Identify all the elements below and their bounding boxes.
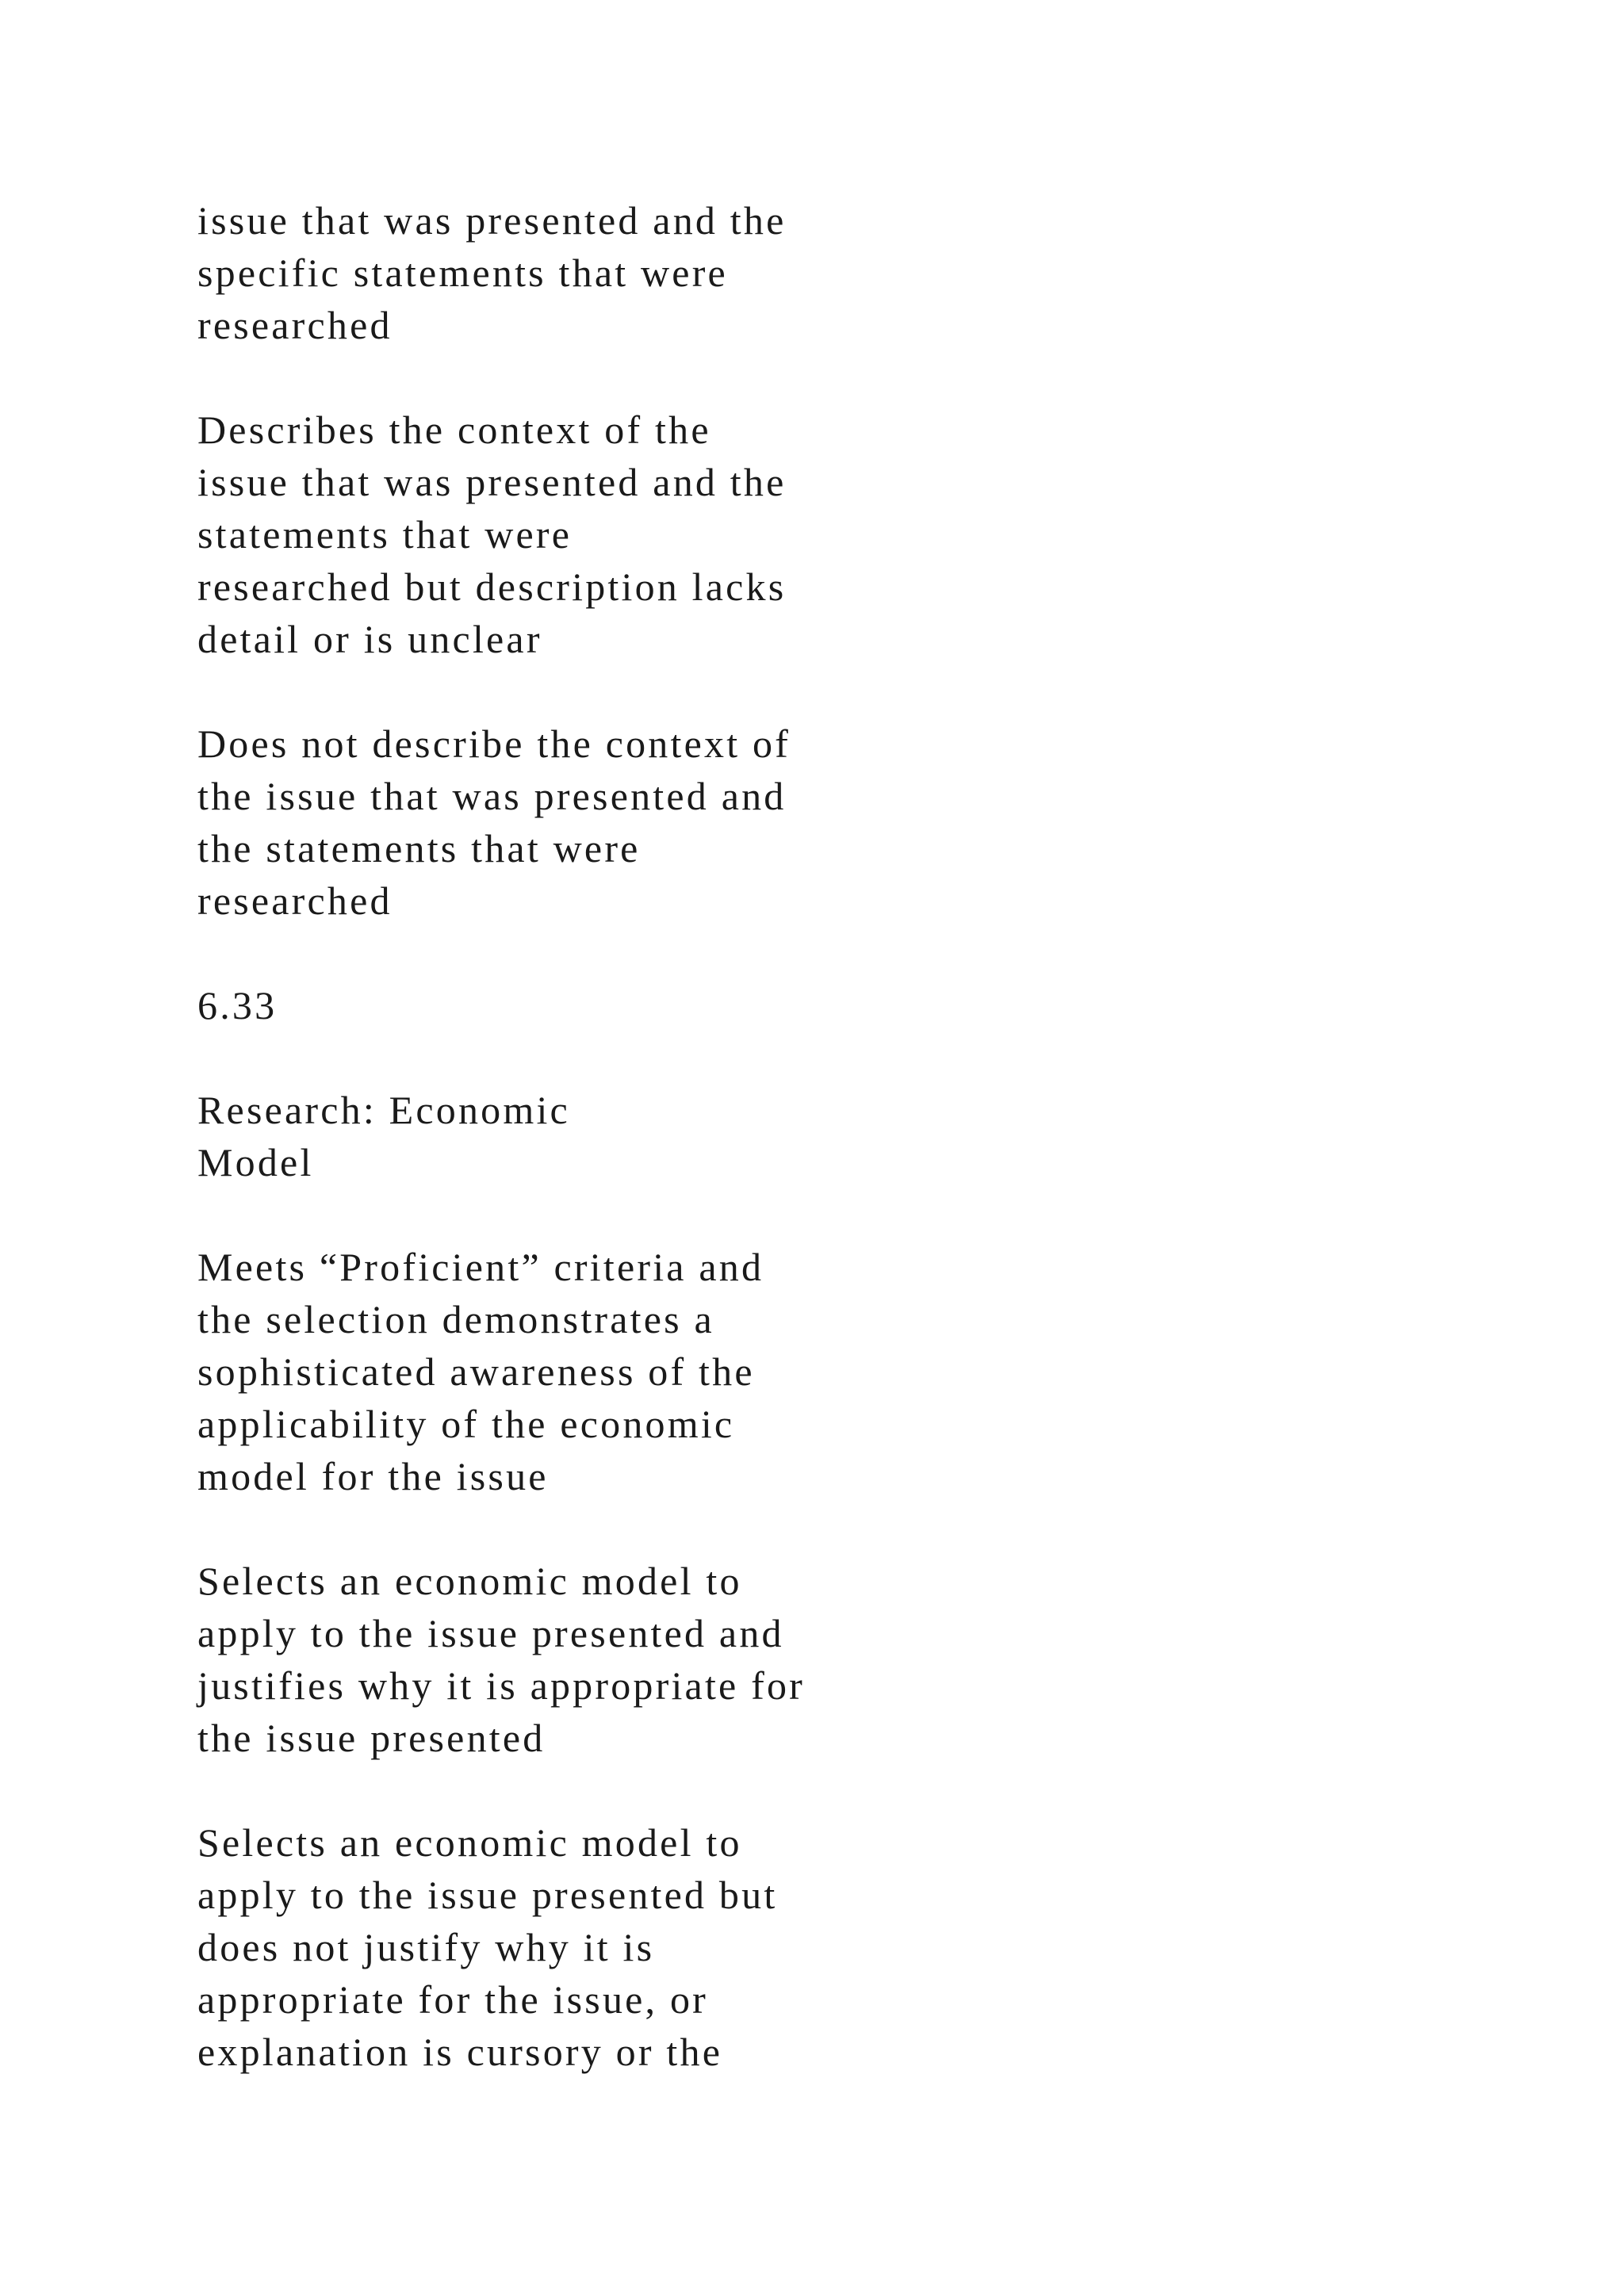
text-line: explanation is cursory or the — [197, 2030, 723, 2074]
paragraph-criterion-heading — [197, 1084, 911, 1188]
text-line: issue that was presented and the — [197, 460, 787, 504]
text-line: researched — [197, 303, 393, 347]
text-line: model for the issue — [197, 1454, 549, 1498]
text-line: applicability of the economic — [197, 1402, 735, 1446]
text-line: the selection demonstrates a — [197, 1297, 714, 1341]
text-line: does not justify why it is — [197, 1925, 655, 1969]
document-body — [197, 194, 911, 2130]
text-line: researched — [197, 878, 393, 923]
text-line: appropriate for the issue, or — [197, 1977, 708, 2022]
text-line: researched but description lacks — [197, 564, 787, 609]
text-line: apply to the issue presented but — [197, 1873, 778, 1917]
text-line: apply to the issue presented and — [197, 1611, 784, 1655]
text-line: Meets “Proficient” criteria and — [197, 1245, 764, 1289]
paragraph-exemplary-model — [197, 1241, 911, 1502]
paragraph-proficient-model — [197, 1555, 911, 1764]
text-line: the statements that were — [197, 826, 641, 871]
paragraph-needs-improvement-model — [197, 1816, 911, 2078]
criterion-heading-line: Model — [197, 1140, 314, 1184]
text-line: sophisticated awareness of the — [197, 1349, 755, 1394]
criterion-heading-line: Research: Economic — [197, 1088, 570, 1132]
text-line: Does not describe the context of — [197, 721, 791, 766]
paragraph-proficient-context-tail — [197, 194, 911, 351]
paragraph-not-evident-context — [197, 718, 911, 927]
text-line: statements that were — [197, 512, 573, 557]
text-line: specific statements that were — [197, 251, 728, 295]
paragraph-value — [197, 979, 911, 1031]
text-line: Describes the context of the — [197, 408, 711, 452]
text-line: Selects an economic model to — [197, 1820, 742, 1865]
text-line: justifies why it is appropriate for — [197, 1663, 806, 1708]
text-line: Selects an economic model to — [197, 1559, 742, 1603]
paragraph-needs-improvement-context — [197, 404, 911, 665]
text-line: detail or is unclear — [197, 617, 542, 661]
text-line: the issue presented — [197, 1716, 546, 1760]
text-line: the issue that was presented and — [197, 774, 787, 818]
score-value: 6.33 — [197, 983, 278, 1027]
text-line: issue that was presented and the — [197, 198, 787, 243]
